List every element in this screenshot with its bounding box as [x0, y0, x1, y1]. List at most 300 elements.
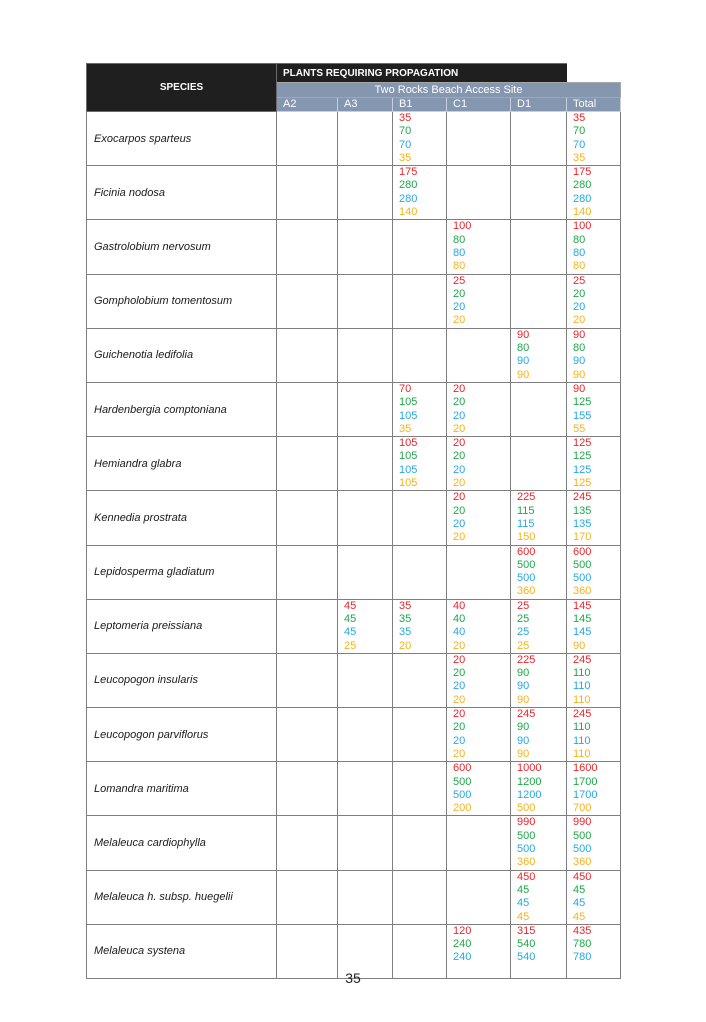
table-header	[87, 64, 621, 112]
propagation-table	[86, 63, 621, 979]
value-green: 45	[517, 883, 530, 896]
cell-a2	[277, 545, 338, 599]
value-blue: 1700	[573, 788, 598, 801]
value-orange: 105	[399, 477, 418, 490]
value-orange: 170	[573, 531, 592, 544]
value-red: 600	[517, 545, 536, 558]
table-row	[87, 382, 621, 436]
value-red: 40	[453, 599, 466, 612]
value-orange: 200	[453, 802, 472, 815]
cell-c1	[447, 816, 511, 870]
value-green: 45	[344, 612, 357, 625]
value-orange: 110	[573, 747, 591, 760]
cell-d1	[511, 382, 567, 436]
value-green: 125	[573, 396, 592, 409]
cell-a3	[338, 382, 393, 436]
value-blue: 500	[453, 788, 472, 801]
value-green: 280	[399, 179, 418, 192]
cell-a3	[338, 762, 393, 816]
cell-a3	[338, 437, 393, 491]
value-red: 450	[573, 870, 592, 883]
value-red: 20	[453, 437, 466, 450]
value-red: 35	[573, 112, 586, 124]
cell-a2	[277, 220, 338, 274]
cell-d1	[511, 491, 567, 545]
table-row	[87, 328, 621, 382]
value-blue: 20	[453, 301, 466, 314]
cell-c1	[447, 382, 511, 436]
column-header-total: Total	[567, 98, 621, 112]
value-blue: 20	[453, 734, 466, 747]
value-red: 90	[573, 328, 586, 341]
value-blue: 20	[453, 517, 466, 530]
value-blue: 90	[573, 355, 586, 368]
value-green: 105	[399, 396, 418, 409]
value-orange: 25	[344, 639, 357, 652]
value-orange: 80	[453, 260, 466, 273]
cell-a2	[277, 274, 338, 328]
table-row	[87, 491, 621, 545]
value-red: 70	[399, 382, 412, 395]
cell-a2	[277, 762, 338, 816]
cell-a2	[277, 491, 338, 545]
value-blue: 70	[573, 138, 586, 151]
table-row	[87, 437, 621, 491]
value-red: 225	[517, 491, 536, 504]
value-red: 20	[453, 708, 466, 721]
value-green: 80	[573, 342, 586, 355]
species-name: Melaleuca systena	[87, 924, 277, 978]
value-orange: 20	[453, 747, 466, 760]
value-blue: 105	[399, 409, 418, 422]
value-red: 120	[453, 924, 472, 937]
cell-a3	[338, 328, 393, 382]
value-red: 600	[453, 762, 472, 775]
table-row	[87, 112, 621, 166]
value-blue: 125	[573, 463, 592, 476]
value-red: 145	[573, 599, 592, 612]
cell-a3	[338, 816, 393, 870]
value-red: 100	[573, 220, 592, 233]
value-blue: 280	[399, 192, 418, 205]
value-orange: 20	[573, 314, 586, 327]
value-red: 20	[453, 653, 466, 666]
value-orange: 700	[573, 802, 592, 815]
cell-b1	[393, 112, 447, 166]
value-red: 25	[573, 274, 586, 287]
cell-a3	[338, 274, 393, 328]
table-row	[87, 220, 621, 274]
cell-d1	[511, 545, 567, 599]
value-red: 990	[573, 816, 592, 829]
value-orange: 45	[573, 910, 586, 923]
cell-total	[567, 708, 621, 762]
cell-b1	[393, 653, 447, 707]
table-row	[87, 870, 621, 924]
value-green: 20	[573, 287, 586, 300]
table-body	[87, 112, 621, 979]
value-green: 20	[453, 667, 466, 680]
cell-d1	[511, 708, 567, 762]
column-header-a3: A3	[338, 98, 393, 112]
value-green: 145	[573, 612, 592, 625]
value-green: 35	[399, 612, 412, 625]
cell-total	[567, 545, 621, 599]
cell-a3	[338, 491, 393, 545]
species-name: Lepidosperma gladiatum	[87, 545, 277, 599]
value-orange: 500	[517, 802, 536, 815]
cell-c1	[447, 220, 511, 274]
species-name: Guichenotia ledifolia	[87, 328, 277, 382]
value-blue: 20	[573, 301, 586, 314]
cell-total	[567, 328, 621, 382]
value-green: 40	[453, 612, 466, 625]
cell-a3	[338, 599, 393, 653]
column-header-b1: B1	[393, 98, 447, 112]
value-red: 100	[453, 220, 472, 233]
species-header: SPECIES	[87, 64, 277, 112]
cell-total	[567, 382, 621, 436]
value-red: 35	[399, 112, 412, 124]
value-red: 20	[453, 491, 466, 504]
cell-total	[567, 653, 621, 707]
value-red: 450	[517, 870, 536, 883]
value-blue: 280	[573, 192, 592, 205]
value-green: 90	[517, 721, 530, 734]
value-blue: 90	[517, 355, 530, 368]
cell-total	[567, 274, 621, 328]
value-blue: 110	[573, 680, 591, 693]
value-green: 780	[573, 938, 592, 951]
value-red: 25	[517, 599, 530, 612]
value-green: 20	[453, 721, 466, 734]
cell-d1	[511, 653, 567, 707]
table-row	[87, 599, 621, 653]
cell-c1	[447, 599, 511, 653]
cell-total	[567, 437, 621, 491]
table-row	[87, 545, 621, 599]
value-orange: 360	[517, 856, 536, 869]
value-blue: 20	[453, 680, 466, 693]
propagation-header: PLANTS REQUIRING PROPAGATION	[277, 64, 567, 83]
value-orange: 35	[399, 422, 412, 435]
cell-d1	[511, 437, 567, 491]
species-name: Hardenbergia comptoniana	[87, 382, 277, 436]
species-name: Hemiandra glabra	[87, 437, 277, 491]
cell-a3	[338, 870, 393, 924]
cell-total	[567, 491, 621, 545]
value-blue: 780	[573, 951, 592, 964]
value-red: 1000	[517, 762, 542, 775]
cell-d1	[511, 870, 567, 924]
value-blue: 35	[399, 626, 412, 639]
value-red: 20	[453, 382, 466, 395]
value-green: 20	[453, 396, 466, 409]
value-green: 70	[399, 125, 412, 138]
page-number: 35	[345, 970, 361, 986]
cell-b1	[393, 166, 447, 220]
value-blue: 45	[517, 897, 530, 910]
value-green: 25	[517, 612, 530, 625]
cell-a2	[277, 708, 338, 762]
cell-b1	[393, 220, 447, 274]
site-header: Two Rocks Beach Access Site	[277, 83, 621, 98]
value-green: 500	[453, 775, 472, 788]
value-green: 500	[517, 829, 536, 842]
cell-b1	[393, 382, 447, 436]
cell-a3	[338, 220, 393, 274]
value-blue: 80	[453, 246, 466, 259]
cell-c1	[447, 545, 511, 599]
value-orange: 20	[453, 314, 466, 327]
column-header-a2: A2	[277, 98, 338, 112]
value-blue: 20	[453, 463, 466, 476]
cell-total	[567, 816, 621, 870]
value-green: 125	[573, 450, 592, 463]
value-green: 280	[573, 179, 592, 192]
value-red: 25	[453, 274, 466, 287]
value-red: 35	[399, 599, 412, 612]
value-blue: 20	[453, 409, 466, 422]
cell-b1	[393, 545, 447, 599]
value-green: 20	[453, 450, 466, 463]
value-green: 105	[399, 450, 418, 463]
value-orange: 20	[453, 693, 466, 706]
cell-c1	[447, 328, 511, 382]
cell-c1	[447, 166, 511, 220]
value-green: 240	[453, 938, 472, 951]
value-blue: 45	[573, 897, 586, 910]
value-blue: 155	[573, 409, 592, 422]
header-spacer	[567, 64, 621, 83]
value-green: 1200	[517, 775, 542, 788]
cell-total	[567, 599, 621, 653]
value-orange: 90	[517, 747, 530, 760]
cell-c1	[447, 112, 511, 166]
value-blue: 500	[517, 572, 536, 585]
value-blue: 500	[573, 843, 592, 856]
value-blue: 90	[517, 680, 530, 693]
cell-c1	[447, 653, 511, 707]
value-green: 1700	[573, 775, 598, 788]
value-blue: 500	[573, 572, 592, 585]
species-name: Gastrolobium nervosum	[87, 220, 277, 274]
cell-total	[567, 870, 621, 924]
value-red: 245	[573, 491, 592, 504]
value-orange: 20	[453, 639, 466, 652]
table-row	[87, 762, 621, 816]
cell-total	[567, 762, 621, 816]
value-orange: 20	[399, 639, 412, 652]
value-orange: 45	[517, 910, 530, 923]
cell-c1	[447, 762, 511, 816]
value-blue: 105	[399, 463, 418, 476]
value-orange: 140	[573, 206, 592, 219]
value-blue: 240	[453, 951, 472, 964]
value-orange: 90	[573, 639, 586, 652]
value-green: 80	[573, 233, 586, 246]
value-green: 500	[573, 829, 592, 842]
table-row	[87, 166, 621, 220]
cell-d1	[511, 599, 567, 653]
value-blue: 45	[344, 626, 357, 639]
value-orange: 25	[517, 639, 530, 652]
value-blue: 25	[517, 626, 530, 639]
value-orange: 150	[517, 531, 536, 544]
species-name: Leucopogon insularis	[87, 653, 277, 707]
species-name: Leptomeria preissiana	[87, 599, 277, 653]
cell-a2	[277, 816, 338, 870]
cell-b1	[393, 274, 447, 328]
cell-c1	[447, 870, 511, 924]
cell-a3	[338, 545, 393, 599]
value-blue: 135	[573, 517, 592, 530]
value-blue: 115	[517, 517, 535, 530]
species-name: Melaleuca cardiophylla	[87, 816, 277, 870]
value-green: 110	[573, 721, 591, 734]
table-row	[87, 816, 621, 870]
cell-c1	[447, 491, 511, 545]
cell-b1	[393, 708, 447, 762]
cell-a2	[277, 437, 338, 491]
cell-a2	[277, 382, 338, 436]
value-red: 245	[573, 708, 592, 721]
cell-b1	[393, 599, 447, 653]
cell-c1	[447, 708, 511, 762]
value-orange: 110	[573, 693, 591, 706]
value-orange: 360	[573, 585, 592, 598]
cell-b1	[393, 491, 447, 545]
value-orange: 80	[573, 260, 586, 273]
cell-a3	[338, 708, 393, 762]
cell-a2	[277, 653, 338, 707]
species-name: Exocarpos sparteus	[87, 112, 277, 166]
value-orange: 140	[399, 206, 418, 219]
cell-a2	[277, 166, 338, 220]
cell-c1	[447, 437, 511, 491]
cell-b1	[393, 328, 447, 382]
table-row	[87, 653, 621, 707]
value-orange: 360	[517, 585, 536, 598]
value-green: 500	[573, 558, 592, 571]
column-header-c1: C1	[447, 98, 511, 112]
value-green: 20	[453, 287, 466, 300]
cell-a2	[277, 599, 338, 653]
value-red: 245	[517, 708, 536, 721]
species-name: Ficinia nodosa	[87, 166, 277, 220]
value-green: 135	[573, 504, 592, 517]
value-red: 315	[517, 924, 536, 937]
value-blue: 80	[573, 246, 586, 259]
value-blue: 1200	[517, 788, 542, 801]
cell-b1	[393, 816, 447, 870]
value-green: 540	[517, 938, 536, 951]
value-blue: 70	[399, 138, 412, 151]
table-row	[87, 274, 621, 328]
value-orange: 20	[453, 422, 466, 435]
table-row	[87, 708, 621, 762]
cell-c1	[447, 274, 511, 328]
value-orange: 90	[517, 693, 530, 706]
value-green: 115	[517, 504, 535, 517]
value-blue: 90	[517, 734, 530, 747]
cell-b1	[393, 870, 447, 924]
value-blue: 500	[517, 843, 536, 856]
value-orange: 35	[573, 151, 586, 164]
cell-total	[567, 166, 621, 220]
cell-total	[567, 220, 621, 274]
value-orange: 125	[573, 477, 592, 490]
value-blue: 145	[573, 626, 592, 639]
value-orange: 35	[399, 151, 412, 164]
value-red: 175	[399, 166, 418, 179]
value-orange: 90	[517, 368, 530, 381]
value-red: 600	[573, 545, 592, 558]
value-orange: 360	[573, 856, 592, 869]
cell-d1	[511, 166, 567, 220]
value-blue: 540	[517, 951, 536, 964]
cell-d1	[511, 816, 567, 870]
cell-d1	[511, 762, 567, 816]
value-red: 125	[573, 437, 592, 450]
value-green: 80	[453, 233, 466, 246]
cell-a3	[338, 112, 393, 166]
value-red: 245	[573, 653, 592, 666]
value-red: 225	[517, 653, 536, 666]
value-red: 990	[517, 816, 536, 829]
species-name: Gompholobium tomentosum	[87, 274, 277, 328]
value-green: 70	[573, 125, 586, 138]
cell-b1	[393, 762, 447, 816]
cell-a2	[277, 112, 338, 166]
species-name: Lomandra maritima	[87, 762, 277, 816]
value-red: 90	[573, 382, 586, 395]
cell-a2	[277, 870, 338, 924]
value-red: 90	[517, 328, 530, 341]
value-green: 90	[517, 667, 530, 680]
cell-d1	[511, 274, 567, 328]
cell-a2	[277, 328, 338, 382]
cell-d1	[511, 328, 567, 382]
cell-a3	[338, 653, 393, 707]
value-green: 45	[573, 883, 586, 896]
cell-d1	[511, 220, 567, 274]
value-orange: 90	[573, 368, 586, 381]
value-red: 105	[399, 437, 418, 450]
cell-d1	[511, 112, 567, 166]
value-green: 110	[573, 667, 591, 680]
value-blue: 40	[453, 626, 466, 639]
value-green: 80	[517, 342, 530, 355]
species-name: Kennedia prostrata	[87, 491, 277, 545]
value-red: 1600	[573, 762, 598, 775]
species-name: Leucopogon parviflorus	[87, 708, 277, 762]
value-green: 500	[517, 558, 536, 571]
value-orange: 20	[453, 531, 466, 544]
value-orange: 55	[573, 422, 586, 435]
value-red: 435	[573, 924, 592, 937]
value-blue: 110	[573, 734, 591, 747]
cell-b1	[393, 437, 447, 491]
value-orange: 20	[453, 477, 466, 490]
value-red: 175	[573, 166, 592, 179]
value-green: 20	[453, 504, 466, 517]
cell-total	[567, 112, 621, 166]
species-name: Melaleuca h. subsp. huegelii	[87, 870, 277, 924]
cell-a3	[338, 166, 393, 220]
column-header-d1: D1	[511, 98, 567, 112]
value-red: 45	[344, 599, 357, 612]
